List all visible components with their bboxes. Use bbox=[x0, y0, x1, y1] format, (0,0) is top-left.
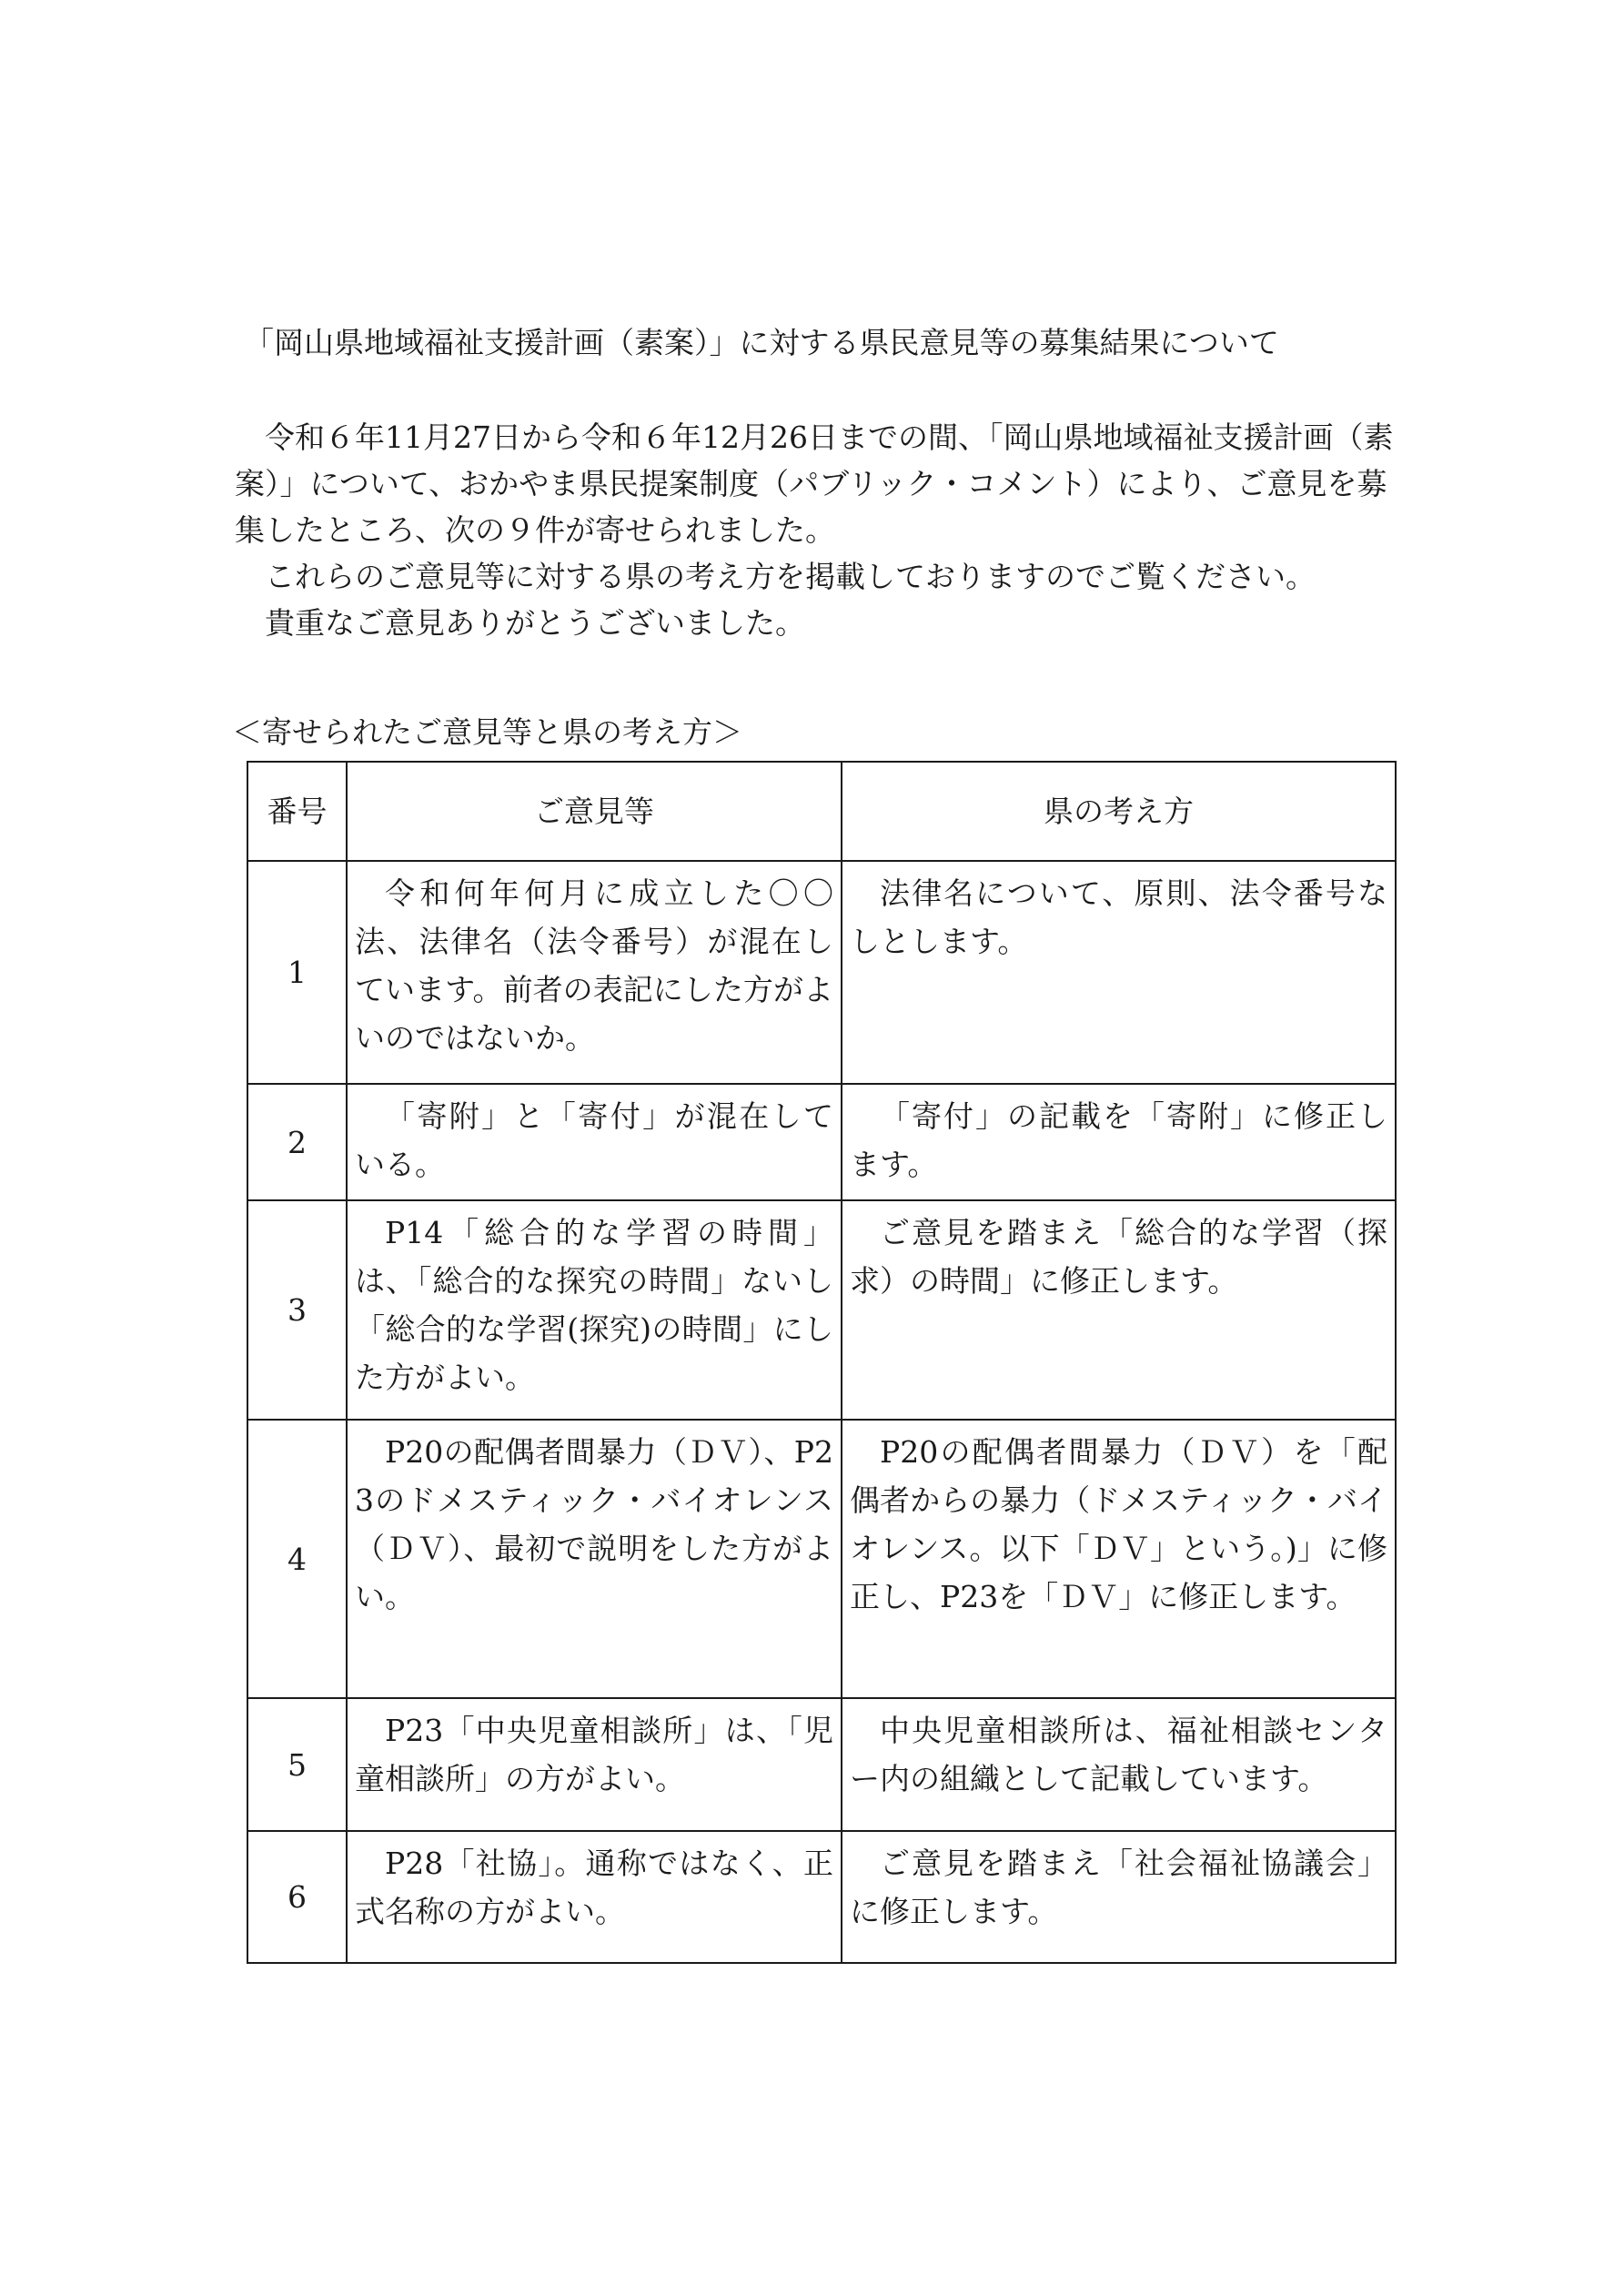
row-response bbox=[842, 1200, 1396, 1420]
intro-paragraph: 令和６年11月27日から令和６年12月26日までの間、「岡山県地域福祉支援計画（素案）」について、おかやま県民提案制度（パブリック・コメント）により、ご意見を募集したところ、次の９件が寄せられました。 bbox=[235, 420, 1394, 548]
row-response bbox=[842, 1084, 1396, 1200]
row-response bbox=[842, 1420, 1396, 1698]
document-title: 「岡山県地域福祉支援計画（素案）」に対する県民意見等の募集結果について bbox=[244, 325, 1279, 360]
row-response bbox=[842, 861, 1396, 1084]
response-text: 中央児童相談所は、福祉相談センター内の組織として記載しています。 bbox=[850, 1713, 1387, 1796]
row-number: 4 bbox=[247, 1420, 347, 1698]
table-row bbox=[247, 861, 1396, 1084]
row-number: 3 bbox=[247, 1200, 347, 1420]
row-opinion bbox=[347, 1698, 842, 1831]
row-response bbox=[842, 1831, 1396, 1963]
row-number: 6 bbox=[247, 1831, 347, 1963]
opinion-text: P28「社協」。通称ではなく、正式名称の方がよい。 bbox=[355, 1846, 833, 1929]
table-row bbox=[247, 1200, 1396, 1420]
response-text: 「寄付」の記載を「寄附」に修正します。 bbox=[850, 1098, 1387, 1182]
section-heading: ＜寄せられたご意見等と県の考え方＞ bbox=[232, 714, 742, 750]
table-row bbox=[247, 1084, 1396, 1200]
intro-paragraph: これらのご意見等に対する県の考え方を掲載しておりますのでご覧ください。 bbox=[265, 559, 1316, 594]
row-response bbox=[842, 1698, 1396, 1831]
response-text: 法律名について、原則、法令番号なしとします。 bbox=[850, 875, 1387, 959]
header-opinion: ご意見等 bbox=[347, 762, 842, 861]
opinion-text: P23「中央児童相談所」は、「児童相談所」の方がよい。 bbox=[355, 1713, 833, 1796]
opinion-text: 令和何年何月に成立した〇〇法、法律名（法令番号）が混在しています。前者の表記にした方がよいのではないか。 bbox=[355, 875, 833, 1056]
header-response: 県の考え方 bbox=[842, 762, 1396, 861]
opinion-text: P14「総合的な学習の時間」は、「総合的な探究の時間」ないし「総合的な学習(探究)の時間」にした方がよい。 bbox=[355, 1215, 833, 1395]
table-row bbox=[247, 1831, 1396, 1963]
intro-paragraph: 貴重なご意見ありがとうございました。 bbox=[265, 605, 805, 641]
opinion-text: 「寄附」と「寄付」が混在している。 bbox=[355, 1098, 833, 1182]
opinion-text: P20の配偶者間暴力（ＤＶ）、P23のドメスティック・バイオレンス（ＤＶ）、最初で説明をした方がよい。 bbox=[355, 1434, 833, 1614]
response-text: ご意見を踏まえ「総合的な学習（探求）の時間」に修正します。 bbox=[850, 1215, 1387, 1299]
row-opinion bbox=[347, 1084, 842, 1200]
row-number: 1 bbox=[247, 861, 347, 1084]
table-row bbox=[247, 1420, 1396, 1698]
opinions-table bbox=[247, 761, 1397, 1964]
row-opinion bbox=[347, 1420, 842, 1698]
response-text: ご意見を踏まえ「社会福祉協議会」に修正します。 bbox=[850, 1846, 1387, 1929]
response-text: P20の配偶者間暴力（ＤＶ）を「配偶者からの暴力（ドメスティック・バイオレンス。以下「ＤＶ」という。)」に修正し、P23を「ＤＶ」に修正します。 bbox=[850, 1434, 1387, 1614]
intro-paragraphs bbox=[235, 414, 1399, 646]
table-header-row bbox=[247, 762, 1396, 861]
row-number: 2 bbox=[247, 1084, 347, 1200]
row-opinion bbox=[347, 1200, 842, 1420]
table-row bbox=[247, 1698, 1396, 1831]
header-number: 番号 bbox=[247, 762, 347, 861]
row-number: 5 bbox=[247, 1698, 347, 1831]
row-opinion bbox=[347, 1831, 842, 1963]
row-opinion bbox=[347, 861, 842, 1084]
